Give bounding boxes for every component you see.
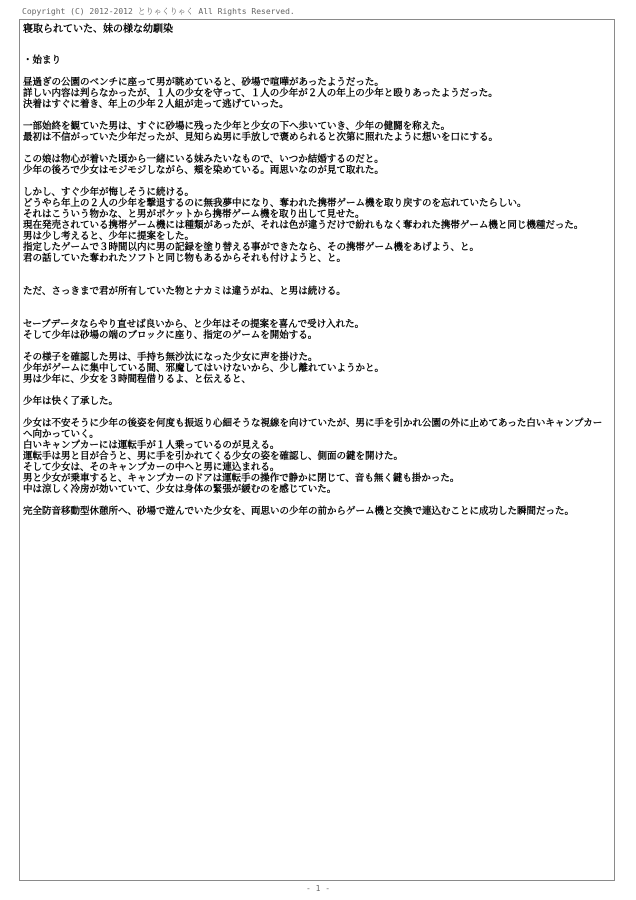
text-line: 君の話していた奪われたソフトと同じ物もあるからそれも付けようと、と。 [23,253,347,264]
paragraph [23,154,611,176]
paragraph [23,55,611,66]
text-line: 少女は不安そうに少年の後姿を何度も振返り心細そうな視線を向けていたが、男に手を引かれ公園の外に止めてあった白いキャンプカーへ向かっていく。 [23,418,603,440]
text-line: それはこういう物かな、と男がポケットから携帯ゲーム機を取り出して見せた。 [23,209,365,220]
text-line: 詳しい内容は判らなかったが、１人の少女を守って、１人の少年が２人の年上の少年と殴りあったようだった。 [23,88,498,99]
text-line: 指定したゲームで３時間以内に男の記録を塗り替える事ができたなら、その携帯ゲーム機をあげよう、と。 [23,242,480,253]
text-line: 昼過ぎの公園のベンチに座って男が眺めていると、砂場で喧嘩があったようだった。 [23,77,384,88]
text-line: 男と少女が乗車すると、キャンプカーのドアは運転手の操作で静かに閉じて、音も無く鍵も掛かった。 [23,473,460,484]
text-line: セーブデータならやり直せば良いから、と少年はその提案を喜んで受け入れた。 [23,319,365,330]
paragraph-gap [23,143,611,154]
paragraph [23,319,611,341]
text-line: そして少女は、そのキャンプカーの中へと男に連込まれる。 [23,462,280,473]
document-title: 寝取られていた、妹の様な幼馴染 [23,24,173,35]
paragraph-gap [23,264,611,286]
text-line: しかし、すぐ少年が悔しそうに続ける。 [23,187,195,198]
paragraph [23,286,611,297]
paragraph [23,77,611,110]
text-line: そして少年は砂場の端のブロックに座り、指定のゲームを開始する。 [23,330,318,341]
paragraph-gap [23,176,611,187]
paragraph-gap [23,66,611,77]
paragraph [23,506,611,517]
paragraph [23,396,611,407]
text-line: 中は涼しく冷房が効いていて、少女は身体の緊張が緩むのを感じていた。 [23,484,337,495]
text-line: 少年がゲームに集中している間、邪魔してはいけないから、少し離れていようかと。 [23,363,385,374]
text-line: 男は少し考えると、少年に提案をした。 [23,231,195,242]
paragraph [23,418,611,495]
text-line: この娘は物心が着いた頃から一緒にいる妹みたいなもので、いつか結婚するのだと。 [23,154,384,165]
text-line: どうやら年上の２人の少年を撃退するのに無我夢中になり、奪われた携帯ゲーム機を取り戻すのを忘れていたらしい。 [23,198,527,209]
text-line: 白いキャンプカーには運転手が１人乗っているのが見える。 [23,440,280,451]
document-body [23,55,611,517]
text-line: 少年の後ろで少女はモジモジしながら、頬を染めている。両思いなのが見て取れた。 [23,165,384,176]
paragraph-gap [23,385,611,396]
paragraph-gap [23,341,611,352]
paragraph [23,121,611,143]
page-number: - 1 - [305,884,331,893]
paragraph [23,352,611,385]
text-line: 男は少年に、少女を３時間程借りるよ、と伝えると、 [23,374,252,385]
text-line: 少年は快く了承した。 [23,396,119,407]
copyright-notice: Copyright (C) 2012-2012 とりゃくりゃく All Rights Reserved. [22,7,295,16]
paragraph-gap [23,297,611,319]
text-line: 完全防音移動型休憩所へ、砂場で遊んでいた少女を、両思いの少年の前からゲーム機と交換で連込むことに成功した瞬間だった。 [23,506,575,517]
text-line: その様子を確認した男は、手持ち無沙汰になった少女に声を掛けた。 [23,352,318,363]
paragraph-gap [23,110,611,121]
text-line: ・始まり [23,55,62,66]
text-line: 運転手は男と目が合うと、男に手を引かれてくる少女の姿を確認し、側面の鍵を開けた。 [23,451,404,462]
text-line: ただ、さっきまで君が所有していた物とナカミは違うがね、と男は続ける。 [23,286,346,297]
text-line: 一部始終を観ていた男は、すぐに砂場に残った少年と少女の下へ歩いていき、少年の健闘を称えた。 [23,121,451,132]
paragraph-gap [23,495,611,506]
text-line: 現在発売されている携帯ゲーム機には種類があったが、それは色が違うだけで紛れもなく奪われた携帯ゲーム機と同じ機種だった。 [23,220,584,231]
paragraph-gap [23,407,611,418]
text-line: 最初は不信がっていた少年だったが、見知らぬ男に手放しで褒められると次第に照れたように想いを口にする。 [23,132,499,143]
text-line: 決着はすぐに着き、年上の少年２人組が走って逃げていった。 [23,99,289,110]
paragraph [23,187,611,264]
